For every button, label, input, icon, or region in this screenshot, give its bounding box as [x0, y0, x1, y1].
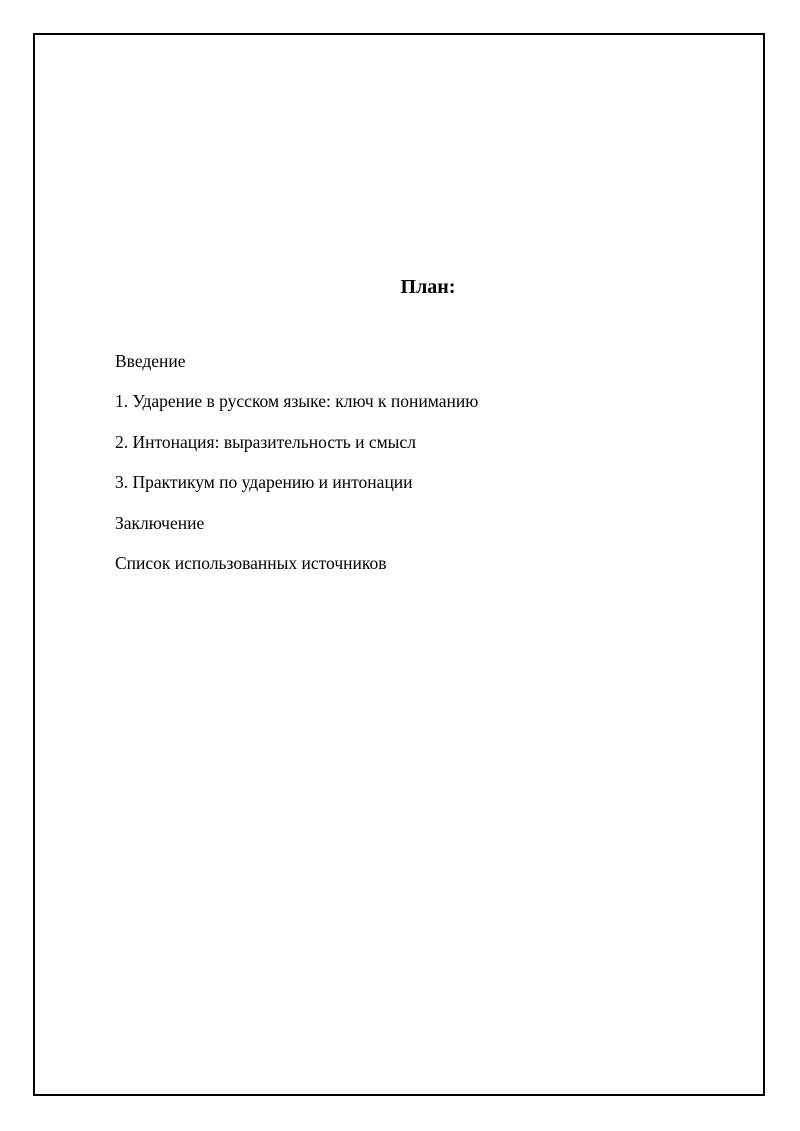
plan-title: План:: [400, 276, 456, 298]
toc-item-chapter-2: 2. Интонация: выразительность и смысл: [115, 431, 416, 452]
toc-item-introduction: Введение: [115, 351, 186, 371]
toc-item-chapter-1: 1. Ударение в русском языке: ключ к пониманию: [115, 391, 479, 412]
toc-item-chapter-3: 3. Практикум по ударению и интонации: [115, 472, 413, 493]
toc-item-references: Список использованных источников: [115, 552, 387, 573]
toc-item-conclusion: Заключение: [115, 512, 205, 533]
table-of-contents: [115, 349, 478, 591]
